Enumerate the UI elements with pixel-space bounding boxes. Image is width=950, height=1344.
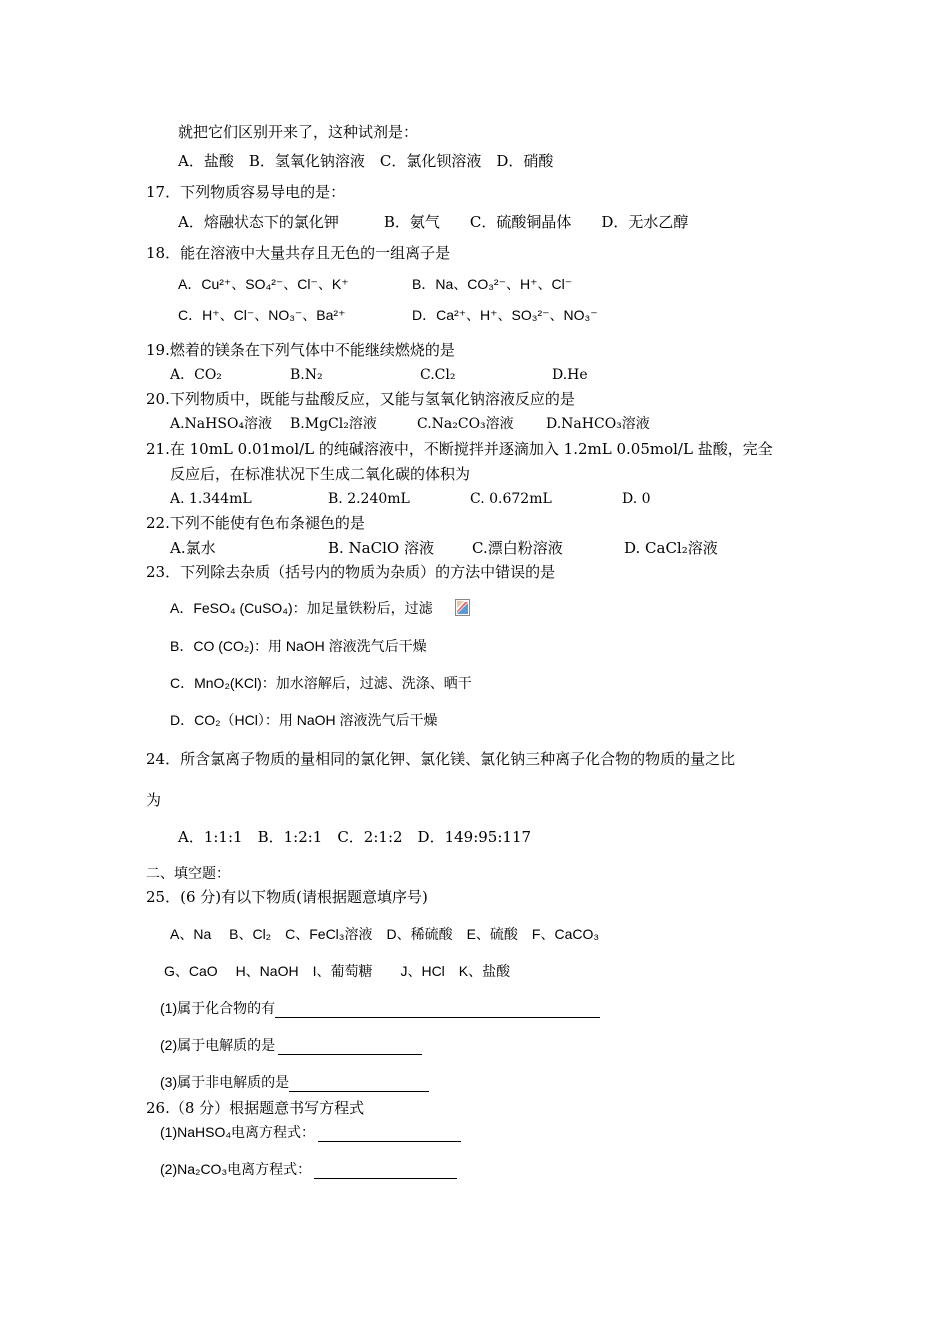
q25-part3 [160,1072,429,1092]
q19-stem: 19.燃着的镁条在下列气体中不能继续燃烧的是 [146,341,455,359]
q21-stem-line1: 21.在 10mL 0.01mol/L 的纯碱溶液中，不断搅拌并逐滴加入 1.2mL 0.05mol/L 盐酸，完全 [146,440,773,458]
q26-stem: 26.（8 分）根据题意书写方程式 [146,1099,365,1117]
q25-part3-answer-blank[interactable] [289,1075,429,1092]
broken-image-icon [455,599,470,616]
section-fill-in-heading: 二、填空题： [146,866,230,882]
q19-option-c: C.Cl₂ [420,367,456,383]
q25-part1-answer-blank[interactable] [275,1001,600,1018]
q25-part3-label: (3)属于非电解质的是 [160,1074,290,1090]
q19-option-a: A．CO₂ [170,367,222,383]
q24-stem-line1: 24．所含氯离子物质的量相同的氯化钾、氯化镁、氯化钠三种离子化合物的物质的量之比 [146,750,736,768]
q18-stem: 18．能在溶液中大量共存且无色的一组离子是 [146,244,451,262]
q25-substances-row1: A、Na B、Cl₂ C、FeCl₃溶液 D、稀硫酸 E、硫酸 F、CaCO₃ [170,926,600,942]
q23-option-d: D．CO₂（HCl）：用 NaOH 溶液洗气后干燥 [170,712,438,728]
q25-part1 [160,998,600,1018]
q16-options: A．盐酸 B．氢氧化钠溶液 C．氯化钡溶液 D．硝酸 [178,152,554,170]
q23-option-b: B．CO (CO₂)：用 NaOH 溶液洗气后干燥 [170,638,427,654]
q25-part2-answer-blank[interactable] [278,1038,422,1055]
q21-option-c: C. 0.672mL [470,491,552,507]
q18-option-a: A．Cu²⁺、SO₄²⁻、Cl⁻、K⁺ [178,276,349,292]
q25-substances-row2: G、CaO H、NaOH I、葡萄糖 J、HCl K、盐酸 [164,963,511,979]
q17-stem: 17．下列物质容易导电的是： [146,183,346,201]
q21-option-b: B. 2.240mL [328,491,410,507]
q25-part2-label: (2)属于电解质的是 [160,1037,276,1053]
q19-option-d: D.He [552,367,588,383]
q20-option-a: A.NaHSO₄溶液 [170,416,273,432]
q24-stem-line2: 为 [146,791,162,809]
q21-option-a: A. 1.344mL [170,491,252,507]
q25-stem: 25．(6 分)有以下物质(请根据题意填序号) [146,888,428,906]
q20-stem: 20.下列物质中，既能与盐酸反应，又能与氢氧化钠溶液反应的是 [146,390,575,408]
q23-stem: 23．下列除去杂质（括号内的物质为杂质）的方法中错误的是 [146,563,556,581]
q23-option-c: C．MnO₂(KCl)：加水溶解后，过滤、洗涤、晒干 [170,675,472,691]
q19-option-b: B.N₂ [290,367,323,383]
q22-option-c: C.漂白粉溶液 [472,539,563,557]
q21-stem-line2: 反应后，在标准状况下生成二氧化碳的体积为 [170,465,471,483]
q18-option-b: B．Na、CO₃²⁻、H⁺、Cl⁻ [412,276,573,292]
q25-part2 [160,1035,422,1055]
q24-options: A．1:1:1 B．1:2:1 C．2:1:2 D．149:95:117 [178,828,532,846]
q22-option-b: B. NaClO 溶液 [328,539,434,557]
q26-part1-answer-blank[interactable] [318,1125,461,1142]
q23-option-a: A．FeSO₄ (CuSO₄)：加足量铁粉后，过滤 [170,600,433,616]
q26-part2-answer-blank[interactable] [314,1162,457,1179]
q26-part1-label: (1)NaHSO₄电离方程式： [160,1124,316,1140]
q22-option-a: A.氯水 [170,539,216,557]
q18-option-c: C．H⁺、Cl⁻、NO₃⁻、Ba²⁺ [178,307,346,323]
q20-option-c: C.Na₂CO₃溶液 [417,416,514,432]
q20-option-b: B.MgCl₂溶液 [290,416,377,432]
q16-stem-continued: 就把它们区别开来了，这种试剂是： [178,123,419,141]
q22-stem: 22.下列不能使有色布条褪色的是 [146,514,365,532]
q20-option-d: D.NaHCO₃溶液 [546,416,650,432]
q21-option-d: D. 0 [622,491,651,507]
q17-options: A．熔融状态下的氯化钾 B．氨气 C．硫酸铜晶体 D．无水乙醇 [178,213,689,231]
q18-option-d: D．Ca²⁺、H⁺、SO₃²⁻、NO₃⁻ [412,307,598,323]
q26-part2 [160,1159,457,1179]
q26-part2-label: (2)Na₂CO₃电离方程式： [160,1161,312,1177]
q25-part1-label: (1)属于化合物的有 [160,1000,276,1016]
q22-option-d: D. CaCl₂溶液 [624,539,718,557]
q26-part1 [160,1122,461,1142]
